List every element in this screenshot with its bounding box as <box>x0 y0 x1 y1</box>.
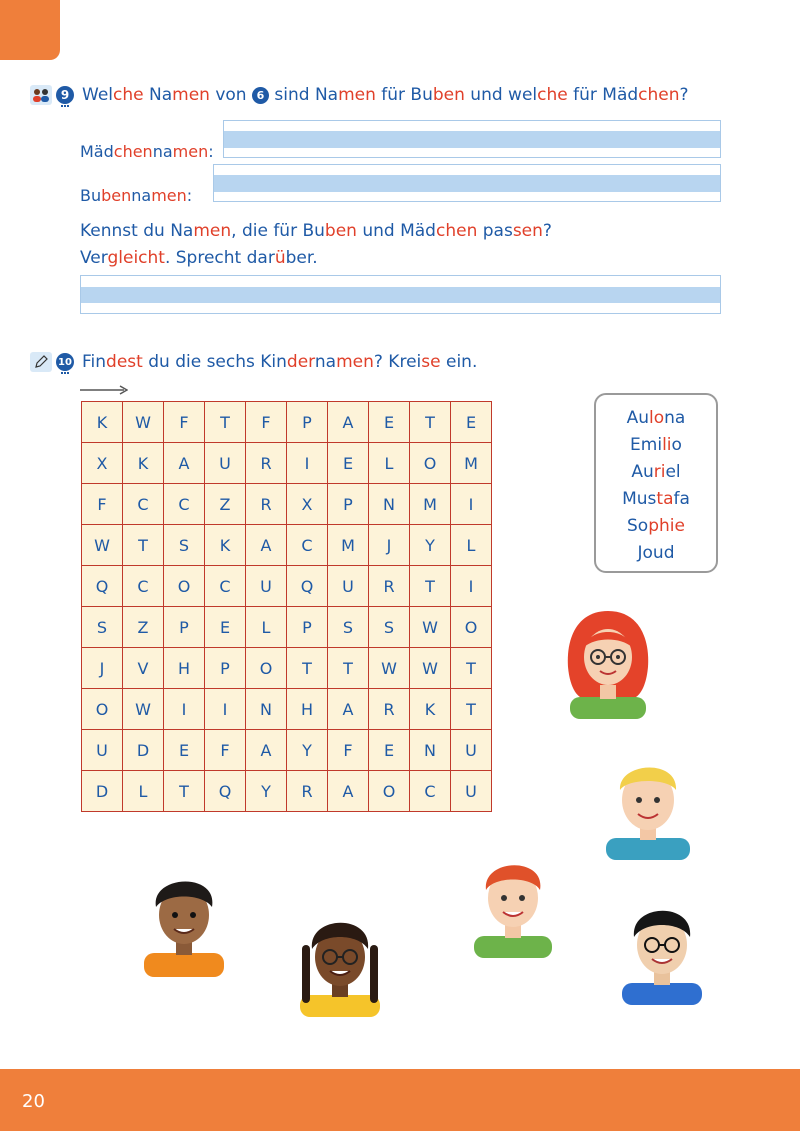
grid-cell[interactable]: R <box>287 771 328 812</box>
grid-cell[interactable]: P <box>287 402 328 443</box>
grid-row <box>82 771 492 812</box>
name-list-box <box>594 393 718 573</box>
grid-cell[interactable]: M <box>410 484 451 525</box>
field-label-boys: Bubennamen: <box>80 186 193 205</box>
grid-row <box>82 525 492 566</box>
grid-cell[interactable]: W <box>123 402 164 443</box>
task-10-question <box>30 352 477 372</box>
grid-cell[interactable]: K <box>410 689 451 730</box>
question-line-1: Kennst du Namen, die für Buben und Mädchen passen? <box>80 221 552 241</box>
grid-cell[interactable]: P <box>205 648 246 689</box>
grid-cell[interactable]: T <box>451 648 492 689</box>
grid-cell[interactable]: N <box>369 484 410 525</box>
grid-row <box>82 607 492 648</box>
grid-cell[interactable]: K <box>205 525 246 566</box>
grid-cell[interactable]: E <box>369 730 410 771</box>
grid-cell[interactable]: L <box>123 771 164 812</box>
grid-cell[interactable]: C <box>287 525 328 566</box>
grid-cell[interactable]: P <box>287 607 328 648</box>
reading-direction-arrow-icon <box>80 385 128 395</box>
grid-cell[interactable]: T <box>328 648 369 689</box>
grid-row <box>82 689 492 730</box>
grid-cell[interactable]: W <box>369 648 410 689</box>
grid-cell[interactable]: O <box>164 566 205 607</box>
corner-tab <box>0 0 60 60</box>
grid-row <box>82 402 492 443</box>
grid-cell[interactable]: N <box>410 730 451 771</box>
boy-blond-hair-illustration <box>598 752 698 860</box>
grid-cell[interactable]: U <box>451 771 492 812</box>
grid-cell[interactable]: H <box>287 689 328 730</box>
grid-cell[interactable]: I <box>164 689 205 730</box>
grid-cell[interactable]: S <box>369 607 410 648</box>
task-number: 9 <box>56 86 74 104</box>
page-footer <box>0 1069 800 1131</box>
grid-cell[interactable]: C <box>123 566 164 607</box>
boy-glasses-illustration <box>614 895 710 1005</box>
grid-cell[interactable]: W <box>410 607 451 648</box>
grid-cell[interactable]: T <box>287 648 328 689</box>
grid-cell[interactable]: Q <box>287 566 328 607</box>
grid-cell[interactable]: F <box>82 484 123 525</box>
grid-cell[interactable]: Y <box>246 771 287 812</box>
grid-cell[interactable]: J <box>369 525 410 566</box>
grid-cell[interactable]: C <box>205 566 246 607</box>
grid-cell[interactable]: I <box>451 566 492 607</box>
grid-cell[interactable]: U <box>205 443 246 484</box>
grid-cell[interactable]: S <box>328 607 369 648</box>
grid-cell[interactable]: R <box>246 484 287 525</box>
grid-cell[interactable]: T <box>451 689 492 730</box>
grid-row <box>82 443 492 484</box>
task-9-question <box>30 85 689 105</box>
grid-cell[interactable]: W <box>123 689 164 730</box>
grid-cell[interactable]: O <box>410 443 451 484</box>
grid-row <box>82 730 492 771</box>
grid-cell[interactable]: L <box>246 607 287 648</box>
grid-cell[interactable]: A <box>328 771 369 812</box>
page-number: 20 <box>22 1091 45 1112</box>
grid-cell[interactable]: L <box>369 443 410 484</box>
discussion-write-field[interactable] <box>80 275 721 314</box>
task-10-text: Findest du die sechs Kindernamen? Kreise ein. <box>82 352 478 372</box>
girl-red-hair-illustration <box>560 607 656 719</box>
grid-cell[interactable]: Y <box>410 525 451 566</box>
grid-row <box>82 648 492 689</box>
task-number: 10 <box>56 353 74 371</box>
grid-cell[interactable]: Q <box>205 771 246 812</box>
boy-red-hair-illustration <box>466 852 560 958</box>
grid-cell[interactable]: T <box>164 771 205 812</box>
grid-cell[interactable]: F <box>328 730 369 771</box>
grid-cell[interactable]: T <box>410 566 451 607</box>
grid-cell[interactable]: C <box>410 771 451 812</box>
grid-cell[interactable]: K <box>123 443 164 484</box>
grid-cell[interactable]: F <box>164 402 205 443</box>
grid-cell[interactable]: C <box>164 484 205 525</box>
grid-cell[interactable]: S <box>82 607 123 648</box>
grid-cell[interactable]: R <box>369 689 410 730</box>
grid-cell[interactable]: O <box>82 689 123 730</box>
grid-cell[interactable]: N <box>246 689 287 730</box>
grid-cell[interactable]: E <box>205 607 246 648</box>
grid-cell[interactable]: M <box>451 443 492 484</box>
grid-cell[interactable]: O <box>369 771 410 812</box>
grid-cell[interactable]: M <box>328 525 369 566</box>
grid-row <box>82 566 492 607</box>
grid-row <box>82 484 492 525</box>
grid-cell[interactable]: E <box>451 402 492 443</box>
grid-cell[interactable]: U <box>82 730 123 771</box>
grid-cell[interactable]: T <box>410 402 451 443</box>
grid-cell[interactable]: P <box>164 607 205 648</box>
word-search-grid[interactable] <box>81 401 492 812</box>
grid-cell[interactable]: F <box>246 402 287 443</box>
grid-cell[interactable]: I <box>287 443 328 484</box>
name-item: Emilio <box>630 435 682 455</box>
grid-cell[interactable]: Z <box>205 484 246 525</box>
grid-cell[interactable]: H <box>164 648 205 689</box>
grid-cell[interactable]: A <box>246 525 287 566</box>
grid-cell[interactable]: Y <box>287 730 328 771</box>
grid-cell[interactable]: E <box>369 402 410 443</box>
grid-cell[interactable]: A <box>246 730 287 771</box>
grid-cell[interactable]: P <box>328 484 369 525</box>
grid-cell[interactable]: T <box>123 525 164 566</box>
grid-cell[interactable]: F <box>205 730 246 771</box>
grid-cell[interactable]: Z <box>123 607 164 648</box>
grid-cell[interactable]: A <box>164 443 205 484</box>
task-9-text: Welche Namen von 6 sind Namen für Buben und welche für Mädchen? <box>82 85 689 105</box>
grid-cell[interactable]: D <box>82 771 123 812</box>
grid-cell[interactable]: A <box>328 402 369 443</box>
name-item: Joud <box>637 543 675 563</box>
boys-names-write-field[interactable] <box>213 164 721 202</box>
grid-cell[interactable]: X <box>82 443 123 484</box>
grid-cell[interactable]: E <box>328 443 369 484</box>
name-item: Aulona <box>626 408 686 428</box>
grid-cell[interactable]: L <box>451 525 492 566</box>
girl-braids-illustration <box>292 905 388 1017</box>
grid-cell[interactable]: E <box>164 730 205 771</box>
grid-cell[interactable]: A <box>328 689 369 730</box>
grid-cell[interactable]: U <box>451 730 492 771</box>
grid-cell[interactable]: W <box>82 525 123 566</box>
grid-cell[interactable]: D <box>123 730 164 771</box>
grid-cell[interactable]: T <box>205 402 246 443</box>
girls-names-write-field[interactable] <box>223 120 721 158</box>
grid-cell[interactable]: I <box>205 689 246 730</box>
grid-cell[interactable]: R <box>369 566 410 607</box>
grid-cell[interactable]: O <box>451 607 492 648</box>
grid-cell[interactable]: U <box>328 566 369 607</box>
grid-cell[interactable]: O <box>246 648 287 689</box>
partner-work-icon <box>30 85 52 105</box>
name-item: Mustafa <box>622 489 690 509</box>
grid-cell[interactable]: V <box>123 648 164 689</box>
reference-number: 6 <box>252 87 269 104</box>
field-label-girls: Mädchennamen: <box>80 142 214 161</box>
grid-cell[interactable]: K <box>82 402 123 443</box>
grid-cell[interactable]: S <box>164 525 205 566</box>
grid-cell[interactable]: R <box>246 443 287 484</box>
name-item: Auriel <box>631 462 681 482</box>
grid-cell[interactable]: I <box>451 484 492 525</box>
grid-cell[interactable]: U <box>246 566 287 607</box>
grid-cell[interactable]: X <box>287 484 328 525</box>
question-line-2: Vergleicht. Sprecht darüber. <box>80 248 318 268</box>
grid-cell[interactable]: C <box>123 484 164 525</box>
grid-cell[interactable]: J <box>82 648 123 689</box>
pencil-icon <box>30 352 52 372</box>
grid-cell[interactable]: Q <box>82 566 123 607</box>
grid-cell[interactable]: W <box>410 648 451 689</box>
boy-dark-curly-hair-illustration <box>136 865 232 977</box>
name-item: Sophie <box>627 516 685 536</box>
